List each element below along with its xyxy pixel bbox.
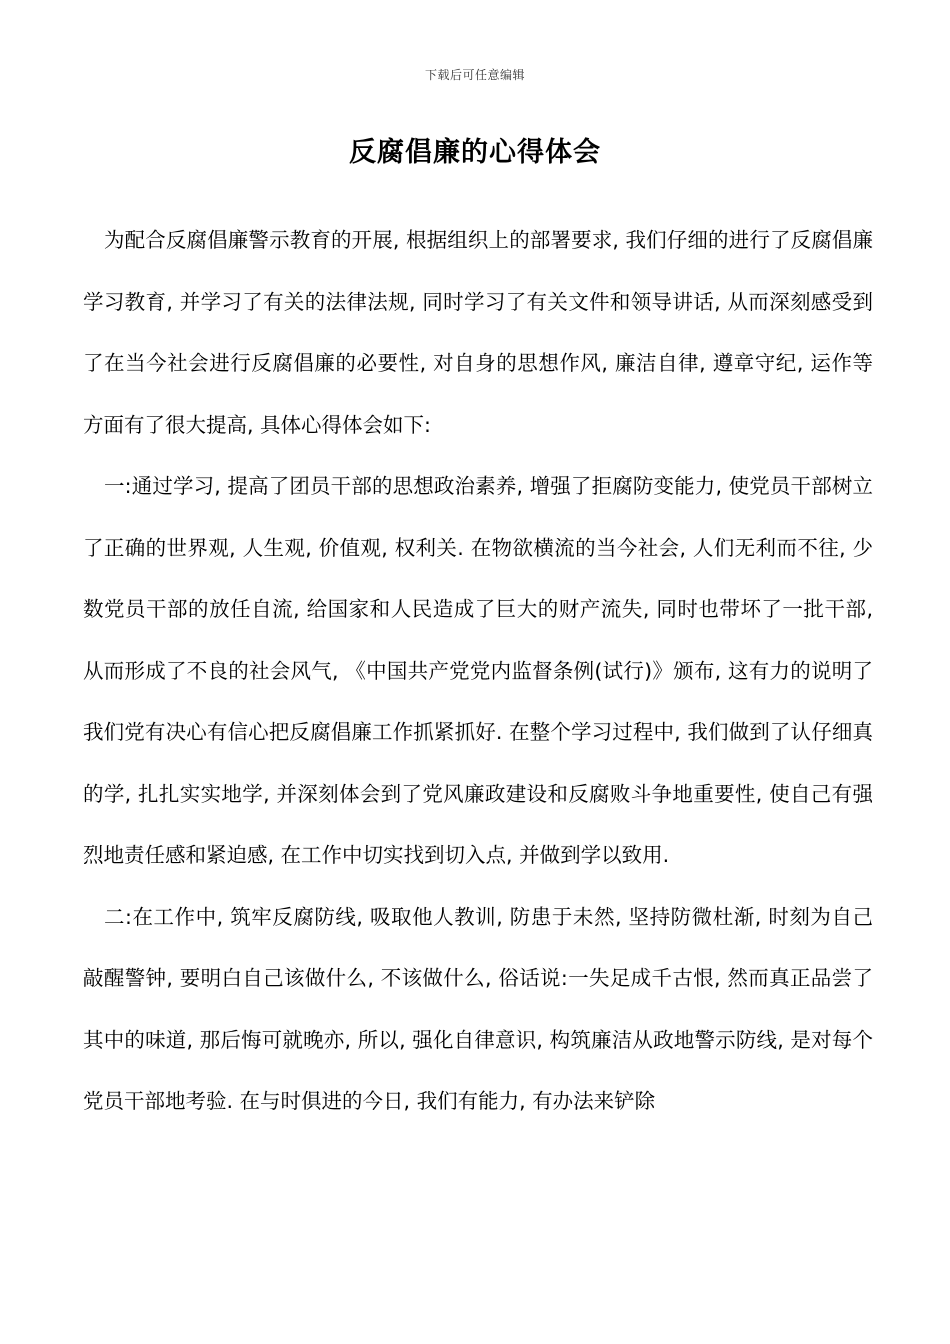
paragraph-intro: 为配合反腐倡廉警示教育的开展, 根据组织上的部署要求, 我们仔细的进行了反腐倡廉学习教育, 并学习了有关的法律法规, 同时学习了有关文件和领导讲话, 从而深刻感受到了在当今社会进行反腐倡廉的必要性, 对自身的思想作风, 廉洁自律, 遵章守纪, 运作等方面有了很大提高, 具体心得体会如下: <box>83 228 873 437</box>
document-body <box>83 210 873 1133</box>
document-title: 反腐倡廉的心得体会 <box>349 137 601 168</box>
paragraph-point-one: 一:通过学习, 提高了团员干部的思想政治素养, 增强了拒腐防变能力, 使党员干部树立了正确的世界观, 人生观, 价值观, 权利关. 在物欲横流的当今社会, 人们无利而不往, 少数党员干部的放任自流, 给国家和人民造成了巨大的财产流失, 同时也带坏了一批干部, 从而形成了不良的社会风气, 《中国共产党党内监督条例(试行)》颁布, 这有力的说明了我们党有决心有信心把反腐倡廉工作抓紧抓好. 在整个学习过程中, 我们做到了认仔细真的学, 扎扎实实地学, 并深刻体会到了党风廉政建设和反腐败斗争地重要性, 使自己有强烈地责任感和紧迫感, 在工作中切实找到切入点, 并做到学以致用. <box>83 474 873 867</box>
header-note: 下载后可任意编辑 <box>424 68 525 82</box>
paragraph-point-two: 二:在工作中, 筑牢反腐防线, 吸取他人教训, 防患于未然, 坚持防微杜渐, 时刻为自己敲醒警钟, 要明白自己该做什么, 不该做什么, 俗话说:一失足成千古恨, 然而真正品尝了其中的味道, 那后悔可就晚亦, 所以, 强化自律意识, 构筑廉洁从政地警示防线, 是对每个党员干部地考验. 在与时俱进的今日, 我们有能力, 有办法来铲除 <box>83 904 873 1113</box>
